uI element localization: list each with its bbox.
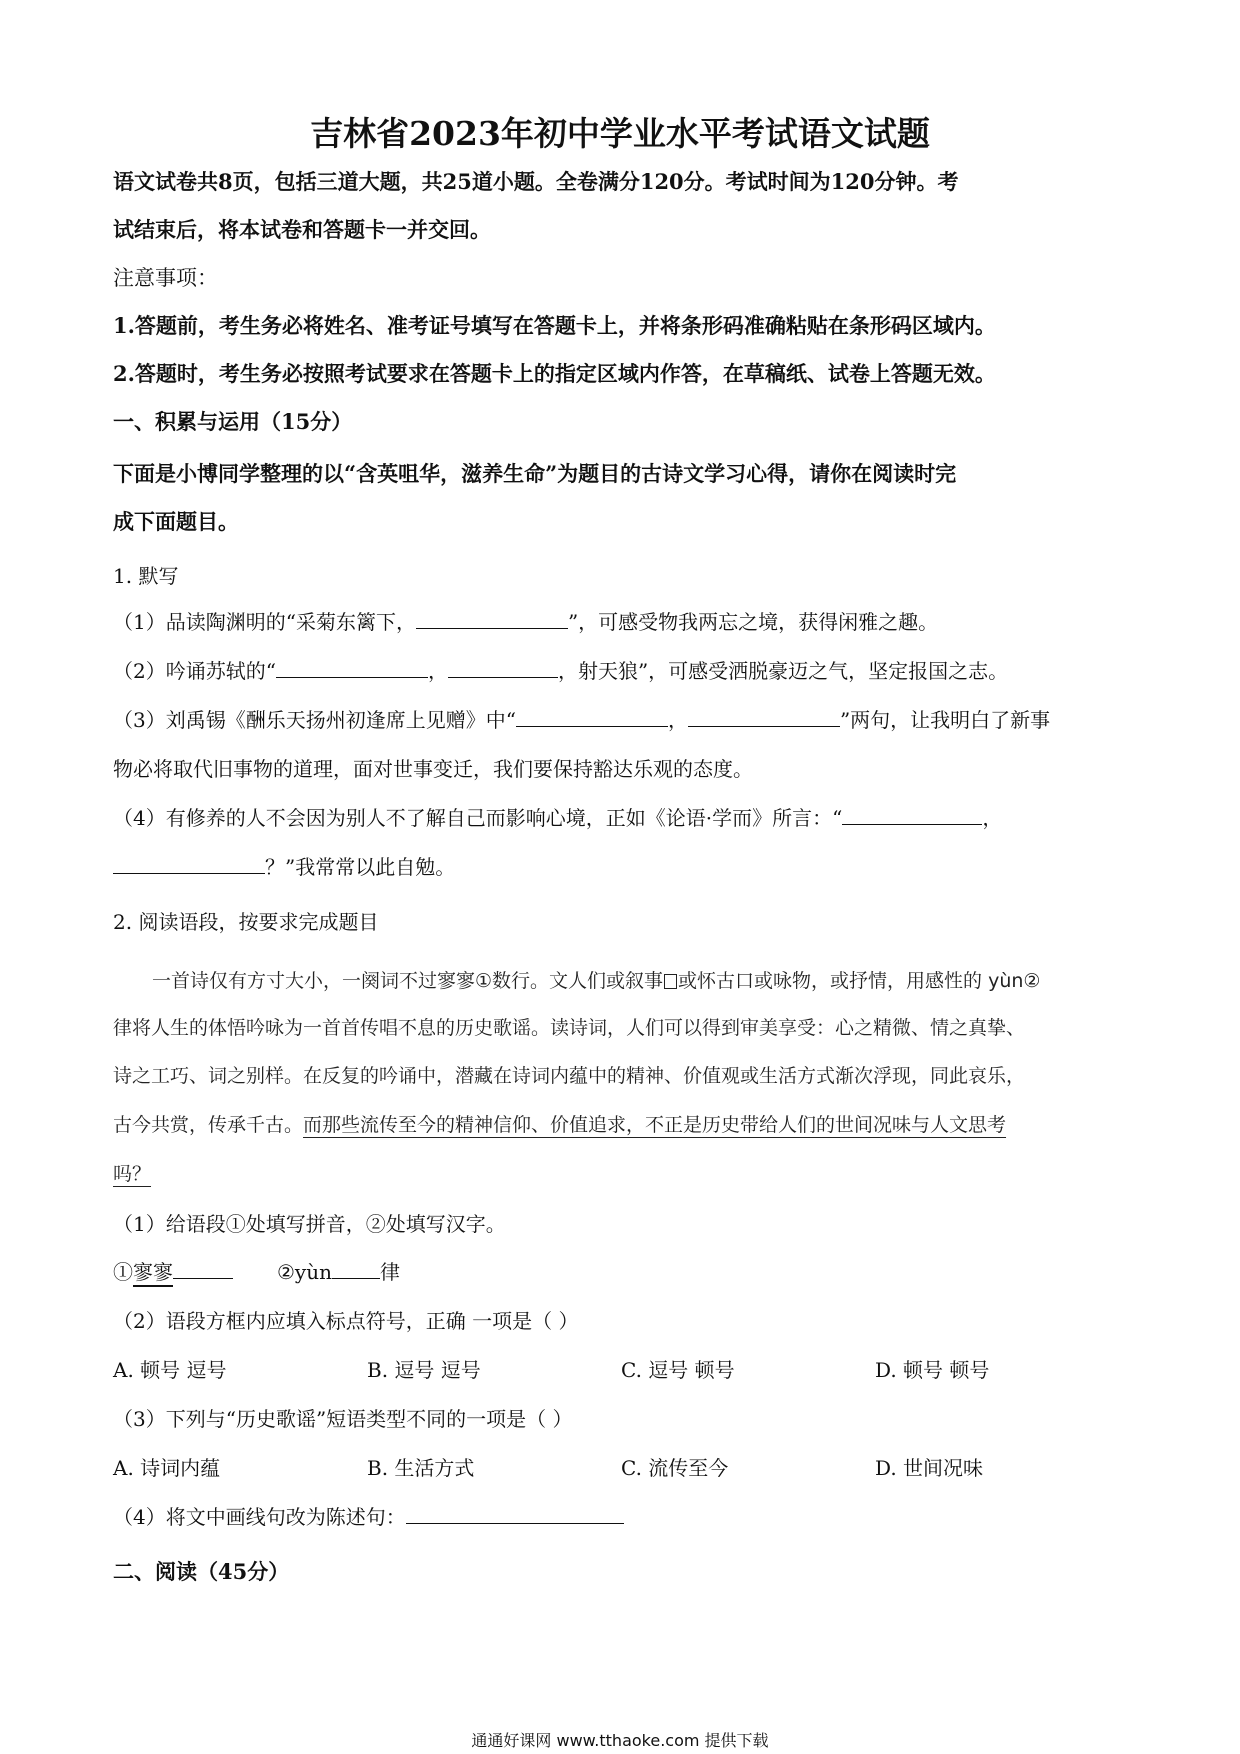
q1-sub4-text-a: （4）有修养的人不会因为别人不了解自己而影响心境，正如《论语·学而》所言：“ xyxy=(113,806,843,830)
q1-sub4-text-c: ？”我常常以此自勉。 xyxy=(265,855,456,879)
option-d[interactable]: D. 世间况味 xyxy=(875,1456,984,1480)
answer-blank[interactable] xyxy=(842,804,982,825)
answer-blank[interactable] xyxy=(416,608,568,629)
q1-sub4 xyxy=(113,802,1133,831)
page-title: 吉林省2023年初中学业水平考试语文试题 xyxy=(310,114,930,153)
answer-blank[interactable] xyxy=(688,706,840,727)
option-a[interactable]: A. 诗词内蕴 xyxy=(113,1456,221,1480)
answer-blank[interactable] xyxy=(406,1503,624,1524)
notice-item-1: 1.答题前，考生务必将姓名、准考证号填写在答题卡上，并将条形码准确粘贴在条形码区域内。 xyxy=(113,313,996,338)
option-a[interactable]: A. 顿号 逗号 xyxy=(113,1358,227,1382)
answer-2-suffix: 律 xyxy=(380,1260,400,1284)
q1-sub4-cont xyxy=(113,851,1133,880)
q1-sub3-text-c: ”两句，让我明白了新事 xyxy=(839,708,1051,732)
intro-line-2: 试结束后，将本试卷和答题卡一并交回。 xyxy=(113,217,491,242)
q1-sub3-text-b: ， xyxy=(667,708,688,732)
q2-sub2-options xyxy=(113,1354,1133,1383)
notice-item-2: 2.答题时，考生务必按照考试要求在答题卡上的指定区域内作答，在草稿纸、试卷上答题无效。 xyxy=(113,361,996,386)
answer-blank[interactable] xyxy=(332,1258,380,1279)
page-footer: 通通好课网 www.tthaoke.com 提供下载 xyxy=(471,1731,769,1750)
q1-sub2-text-b: ， xyxy=(427,659,448,683)
q1-sub1-text-b: ”，可感受物我两忘之境，获得闲雅之趣。 xyxy=(567,610,939,634)
q2-sub4-text: （4）将文中画线句改为陈述句： xyxy=(113,1505,406,1529)
passage-line-4 xyxy=(113,1110,1133,1137)
option-b[interactable]: B. 逗号 逗号 xyxy=(367,1358,481,1382)
q1-sub4-text-b: ， xyxy=(982,806,1003,830)
q1-sub2 xyxy=(113,655,1133,684)
answer-blank[interactable] xyxy=(448,657,558,678)
answer-blank[interactable] xyxy=(173,1258,233,1279)
section-2-heading: 二、阅读（45分） xyxy=(113,1559,290,1584)
option-d[interactable]: D. 顿号 顿号 xyxy=(875,1358,990,1382)
passage-line-5 xyxy=(113,1159,1133,1186)
answer-1-prefix: ① xyxy=(113,1260,133,1284)
q2-sub1-answers xyxy=(113,1256,1133,1285)
passage-line-3: 诗之工巧、词之别样。在反复的吟诵中，潜藏在诗词内蕴中的精神、价值观或生活方式渐次浮现，同此哀乐， xyxy=(113,1065,1026,1087)
q2-sub2: （2）语段方框内应填入标点符号，正确 一项是（ ） xyxy=(113,1309,579,1333)
section-1-desc-2: 成下面题目。 xyxy=(113,509,239,534)
answer-blank[interactable] xyxy=(276,657,428,678)
answer-blank[interactable] xyxy=(113,853,265,874)
q2-sub3: （3）下列与“历史歌谣”短语类型不同的一项是（ ） xyxy=(113,1407,573,1431)
passage-text: 古今共赏，传承千古。 xyxy=(113,1114,304,1136)
answer-1-word: 寥寥 xyxy=(133,1260,173,1284)
q2-sub4 xyxy=(113,1501,1133,1530)
passage-text: 一首诗仅有方寸大小，一阕词不过寥寥①数行。文人们或叙事 xyxy=(152,970,664,992)
q2-sub3-options xyxy=(113,1452,1133,1481)
q1-sub3-cont: 物必将取代旧事物的道理，面对世事变迁，我们要保持豁达乐观的态度。 xyxy=(113,757,753,781)
q1-sub1-text-a: （1）品读陶渊明的“采菊东篱下， xyxy=(113,610,416,634)
option-c[interactable]: C. 流传至今 xyxy=(621,1456,729,1480)
section-1-desc-1: 下面是小博同学整理的以“含英咀华，滋养生命”为题目的古诗文学习心得，请你在阅读时完 xyxy=(113,461,957,486)
passage-text: 或怀古口或咏物，或抒情，用感性的 yùn② xyxy=(678,970,1041,992)
q1-sub2-text-c: ，射天狼”，可感受洒脱豪迈之气，坚定报国之志。 xyxy=(557,659,1009,683)
punctuation-box xyxy=(664,974,677,989)
q1-sub1 xyxy=(113,606,1133,635)
q1-sub3-text-a: （3）刘禹锡《酬乐天扬州初逢席上见赠》中“ xyxy=(113,708,516,732)
q2-label: 2. 阅读语段，按要求完成题目 xyxy=(113,910,379,934)
q1-sub3 xyxy=(113,704,1133,733)
option-c[interactable]: C. 逗号 顿号 xyxy=(621,1358,735,1382)
answer-2-prefix: ②yùn xyxy=(277,1260,332,1284)
intro-line-1: 语文试卷共8页，包括三道大题，共25道小题。全卷满分120分。考试时间为120分钟。考 xyxy=(113,169,959,194)
q1-label: 1. 默写 xyxy=(113,564,179,588)
passage-line-1 xyxy=(152,966,1132,993)
section-1-heading: 一、积累与运用（15分） xyxy=(113,409,353,434)
passage-line-2: 律将人生的体悟吟咏为一首首传唱不息的历史歌谣。读诗词，人们可以得到审美享受：心之精微、情之真挚、 xyxy=(113,1017,1026,1039)
notice-heading: 注意事项： xyxy=(113,266,218,290)
underlined-sentence: 而那些流传至今的精神信仰、价值追求，不正是历史带给人们的世间况味与人文思考 xyxy=(303,1114,1007,1136)
q2-sub1: （1）给语段①处填写拼音，②处填写汉字。 xyxy=(113,1212,506,1236)
underlined-sentence-end: 吗？ xyxy=(113,1163,152,1185)
option-b[interactable]: B. 生活方式 xyxy=(367,1456,475,1480)
q1-sub2-text-a: （2）吟诵苏轼的“ xyxy=(113,659,276,683)
answer-blank[interactable] xyxy=(516,706,668,727)
